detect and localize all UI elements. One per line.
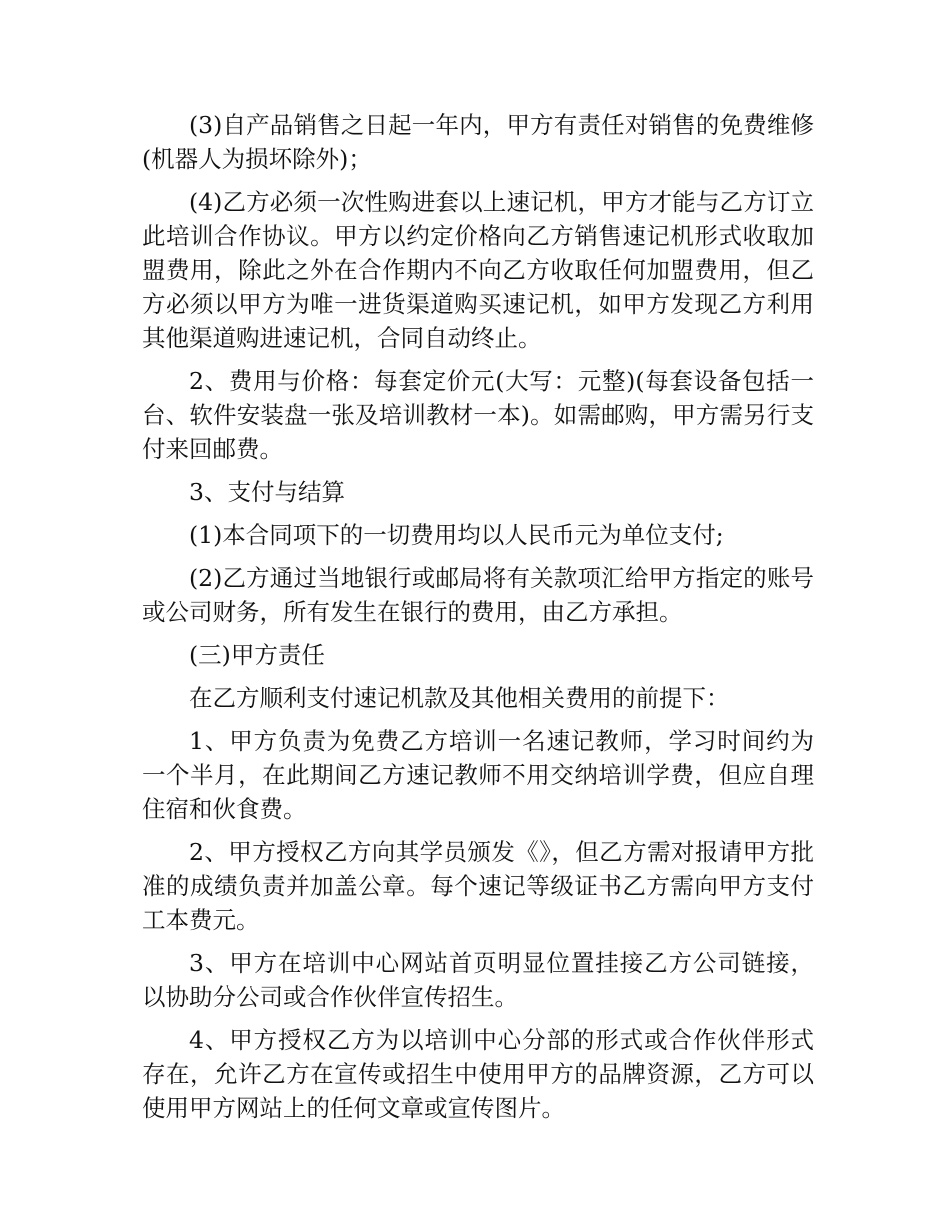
paragraph-certificate-authorization: 2、甲方授权乙方向其学员颁发《》，但乙方需对报请甲方批准的成绩负责并加盖公章。每个速记等级证书乙方需向甲方支付工本费元。 (142, 838, 814, 934)
paragraph-precondition: 在乙方顺利支付速记机款及其他相关费用的前提下： (189, 684, 730, 712)
paragraph-bank-transfer: (2)乙方通过当地银行或邮局将有关款项汇给甲方指定的账号或公司财务，所有发生在银行的费用，由乙方承担。 (142, 564, 814, 626)
paragraph-teacher-training: 1、甲方负责为免费乙方培训一名速记教师，学习时间约为一个半月，在此期间乙方速记教师不用交纳培训学费，但应自理住宿和伙食费。 (142, 727, 814, 823)
paragraph-warranty-repair: (3)自产品销售之日起一年内，甲方有责任对销售的免费维修(机器人为损坏除外)； (142, 111, 814, 173)
paragraph-purchase-requirement: (4)乙方必须一次性购进套以上速记机，甲方才能与乙方订立此培训合作协议。甲方以约定价格向乙方销售速记机形式收取加盟费用，除此之外在合作期内不向乙方收取任何加盟费用，但乙方必须以甲方为唯一进货渠道购买速记机，如甲方发现乙方利用其他渠道购进速记机，合同自动终止。 (142, 188, 814, 352)
heading-payment-settlement: 3、支付与结算 (189, 478, 345, 506)
paragraph-brand-authorization: 4、甲方授权乙方为以培训中心分部的形式或合作伙伴形式存在，允许乙方在宣传或招生中使用甲方的品牌资源，乙方可以使用甲方网站上的任何文章或宣传图片。 (142, 1026, 814, 1122)
paragraph-fees-and-price: 2、费用与价格：每套定价元(大写：元整)(每套设备包括一台、软件安装盘一张及培训教材一本)。如需邮购，甲方需另行支付来回邮费。 (142, 367, 814, 463)
paragraph-payment-currency: (1)本合同项下的一切费用均以人民币元为单位支付; (189, 521, 724, 549)
document-page (142, 108, 814, 1134)
paragraph-website-link: 3、甲方在培训中心网站首页明显位置挂接乙方公司链接，以协助分公司或合作伙伴宣传招生。 (142, 949, 814, 1011)
heading-party-a-responsibility: (三)甲方责任 (189, 641, 325, 669)
